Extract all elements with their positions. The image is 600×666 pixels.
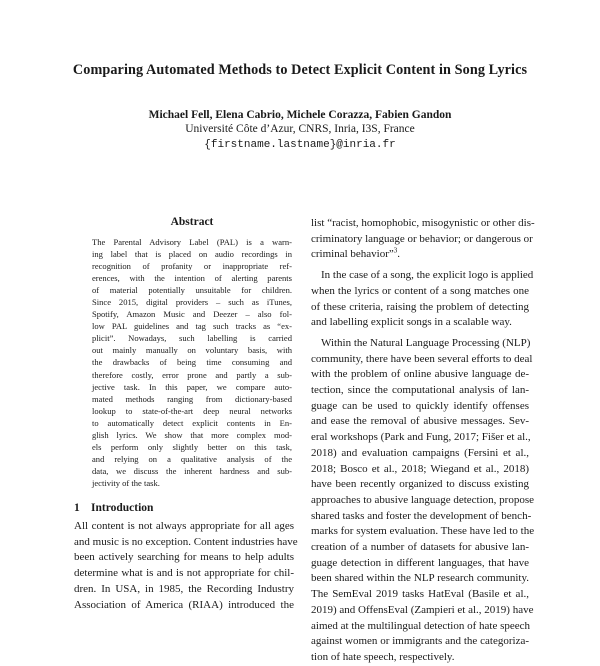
intro-paragraph — [74, 519, 298, 613]
right-line: with the problem of online abusive language de- — [311, 368, 529, 381]
affiliation: Université Côte d’Azur, CNRS, Inria, I3S, France — [185, 123, 415, 135]
right-line: guage can be used to quickly identify offenses — [311, 399, 529, 412]
right-paragraph-2 — [311, 268, 534, 331]
abstract-line: Since 2015, digital providers – such as iTunes, — [92, 297, 292, 308]
abstract-line: lookup to state-of-the-art deep neural networks — [92, 405, 292, 416]
right-line: tection, since the computational analysis of lan- — [311, 384, 529, 397]
right-line: when the lyrics or content of a song matches one — [311, 284, 529, 297]
author-list: Michael Fell, Elena Cabrio, Michele Corazza, Fabien Gandon — [148, 109, 452, 121]
intro-line: and music is no exception. Content industries have — [74, 535, 298, 548]
abstract-line: plicit”. Nowadays, such labelling is carried — [92, 333, 292, 344]
p3-lines — [311, 336, 535, 666]
right-line: 2018; Bosco et al., 2018; Wiegand et al., 2018) — [311, 462, 529, 475]
right-line — [311, 216, 535, 232]
right-line: tion of hate speech, respectively. — [311, 650, 455, 663]
right-line: against women or immigrants and the categoriza- — [311, 635, 529, 648]
right-line: and labelling explicit songs in a scalable way. — [311, 316, 512, 329]
right-line: have been recently organized to discuss existing — [311, 478, 529, 491]
right-paragraph-3 — [311, 336, 535, 666]
right-line: been shared within the NLP research community. — [311, 572, 529, 585]
section-heading-introduction — [74, 502, 294, 514]
right-line: creation of a number of datasets for abusive lan- — [311, 541, 529, 554]
sentence-end: . — [397, 248, 401, 261]
right-line-text: list “racist, homophobic, misogynistic or other dis- — [311, 217, 535, 229]
abstract-line: Spotify, Amazon Music and Deezer – also fol- — [92, 309, 292, 320]
author-email: {firstname.lastname}@inria.fr — [204, 139, 396, 151]
abstract-line: to automatically detect explicit contents in En- — [92, 417, 292, 428]
right-line: Within the Natural Language Processing (NLP) — [321, 336, 531, 349]
abstract-line: the drawbacks of being time consuming and — [92, 357, 292, 368]
paper-title: Comparing Automated Methods to Detect Explicit Content in Song Lyrics — [72, 62, 528, 78]
right-line: community, there have been several efforts to deal — [311, 352, 533, 365]
right-column — [311, 216, 535, 666]
abstract-line: out mainly manually on voluntary basis, with — [92, 345, 292, 356]
abstract-lines — [92, 236, 292, 489]
right-line: 2019) and OffensEval (Zampieri et al., 2019) have — [311, 603, 534, 616]
right-line: guage detection in different languages, that have — [311, 556, 529, 569]
abstract-line: erences, with the intention of alerting parents — [92, 273, 292, 284]
abstract-heading: Abstract — [170, 216, 214, 228]
abstract-line: low PAL guidelines and tag such tracks as “ex- — [92, 321, 292, 332]
abstract-line: recognition of profanity or inappropriate ref- — [92, 261, 292, 272]
abstract-line: glish lyrics. We show that more complex mod- — [92, 429, 292, 440]
intro-line: been actively searching for means to help adults — [74, 551, 294, 564]
right-line: approaches to abusive language detection, propose — [311, 493, 534, 506]
right-line: shared tasks and foster the development of bench- — [311, 509, 532, 522]
intro-line: Association of America (RIAA) introduced the — [74, 598, 294, 611]
p2-lines — [311, 268, 534, 331]
abstract-line: and relying on a qualitative analysis of the — [92, 453, 292, 464]
right-line: of these criteria, raising the problem of detecting — [311, 300, 529, 313]
intro-line: All content is not always appropriate for all ages — [74, 520, 294, 532]
right-line: In the case of a song, the explicit logo is applied — [321, 269, 534, 282]
p1-lines — [311, 216, 535, 263]
abstract-line: ing label that is placed on audio recordings in — [92, 249, 292, 260]
section-title: Introduction — [91, 502, 154, 514]
abstract-line: jective task. In this paper, we compare auto- — [92, 381, 292, 392]
right-line: aimed at the multilingual detection of hate speech — [311, 619, 531, 632]
right-line — [311, 232, 533, 248]
right-line: marks for system evaluation. These have led to the — [311, 525, 535, 538]
abstract-line: jectivity of the task. — [92, 477, 160, 488]
intro-lines — [74, 519, 298, 613]
right-line: eral workshops (Park and Fung, 2017; Fišer et al., — [311, 431, 531, 444]
footnote-mark[interactable]: 3 — [393, 246, 398, 255]
abstract-line: els perform only slightly better on this task, — [92, 441, 292, 452]
right-line: and ease the removal of abusive messages. Sev- — [311, 415, 529, 428]
right-line: The SemEval 2019 tasks HatEval (Basile et al., — [311, 588, 529, 601]
abstract-line: data, we discuss the inherent hardness and sub- — [92, 465, 292, 476]
right-line-text: criminatory language or behavior; or dangerous or — [311, 232, 533, 245]
right-line — [311, 247, 529, 263]
abstract-body — [92, 236, 292, 489]
right-paragraph-1 — [311, 216, 535, 263]
intro-line: dren. In USA, in 1985, the Recording Industry — [74, 582, 294, 595]
abstract-line: mated methods ranging from dictionary-based — [92, 393, 292, 404]
intro-line: determine what is and is not appropriate for chil- — [74, 567, 294, 580]
abstract-line: of material potentially unsuitable for children. — [92, 285, 292, 296]
section-number: 1 — [74, 502, 80, 514]
abstract-line: therefore costly, error prone and partly a sub- — [92, 369, 292, 380]
abstract-line: The Parental Advisory Label (PAL) is a warn- — [92, 237, 292, 247]
right-line-text: criminal behavior” — [311, 248, 394, 261]
right-line: 2018) and evaluation campaigns (Fersini et al., — [311, 446, 529, 459]
